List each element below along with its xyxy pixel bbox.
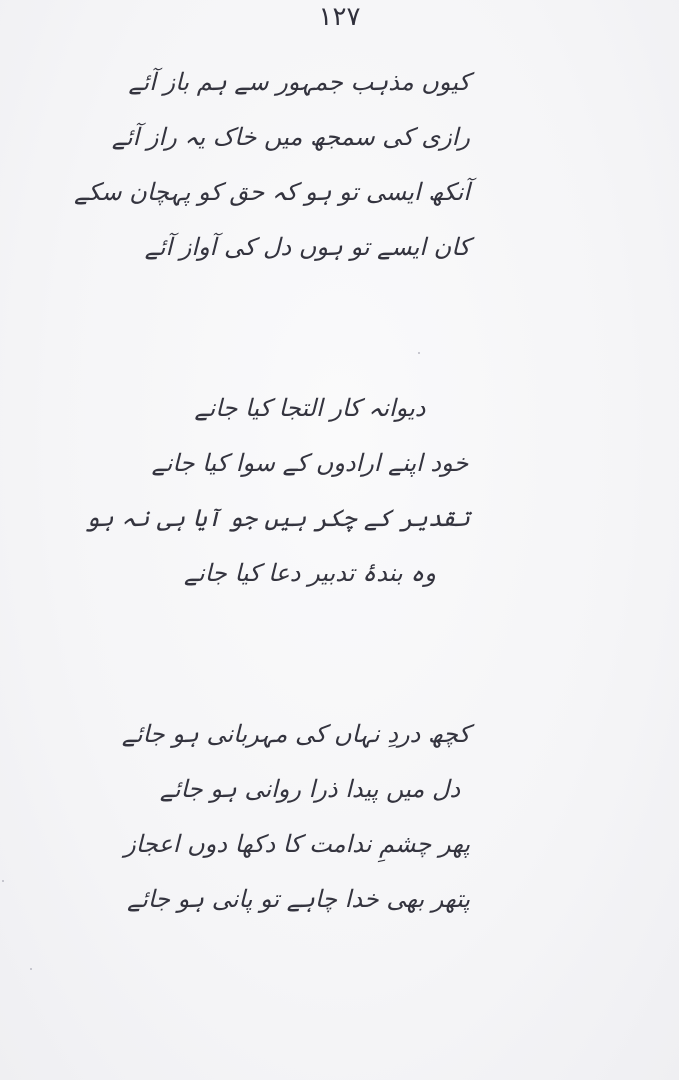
verse-line: دیوانہ کار التجا کیا جانے <box>194 394 426 422</box>
stanza-3 <box>121 718 470 938</box>
paper-speck <box>418 352 420 354</box>
paper-speck <box>30 968 32 970</box>
verse-line: آنکھ ایسی تو ہو کہ حق کو پہچان سکے <box>74 178 470 206</box>
verse-line: رازی کی سمجھ میں خاک یہ راز آئے <box>111 123 470 151</box>
verse-line: تقدیر کے چکر ہیں جو آیا ہی نہ ہو <box>85 504 470 532</box>
stanza-2 <box>85 392 470 612</box>
stanza-1 <box>74 66 470 286</box>
page-number: ۱۲۷ <box>318 2 361 32</box>
verse-line: کیوں مذہب جمہور سے ہم باز آئے <box>128 68 470 96</box>
verse-line: دل میں پیدا ذرا روانی ہو جائے <box>159 775 461 803</box>
verse-line: پھر چشمِ ندامت کا دکھا دوں اعجاز <box>124 830 470 858</box>
verse-line: کچھ دردِ نہاں کی مہربانی ہو جائے <box>121 720 470 748</box>
verse-line: کان ایسے تو ہوں دل کی آواز آئے <box>144 233 470 261</box>
verse-line: پتھر بھی خدا چاہے تو پانی ہو جائے <box>127 885 470 913</box>
verse-line: وہ بندۂ تدبیر دعا کیا جانے <box>183 559 436 587</box>
verse-line: خود اپنے ارادوں کے سوا کیا جانے <box>151 449 469 477</box>
paper-speck <box>2 880 4 882</box>
